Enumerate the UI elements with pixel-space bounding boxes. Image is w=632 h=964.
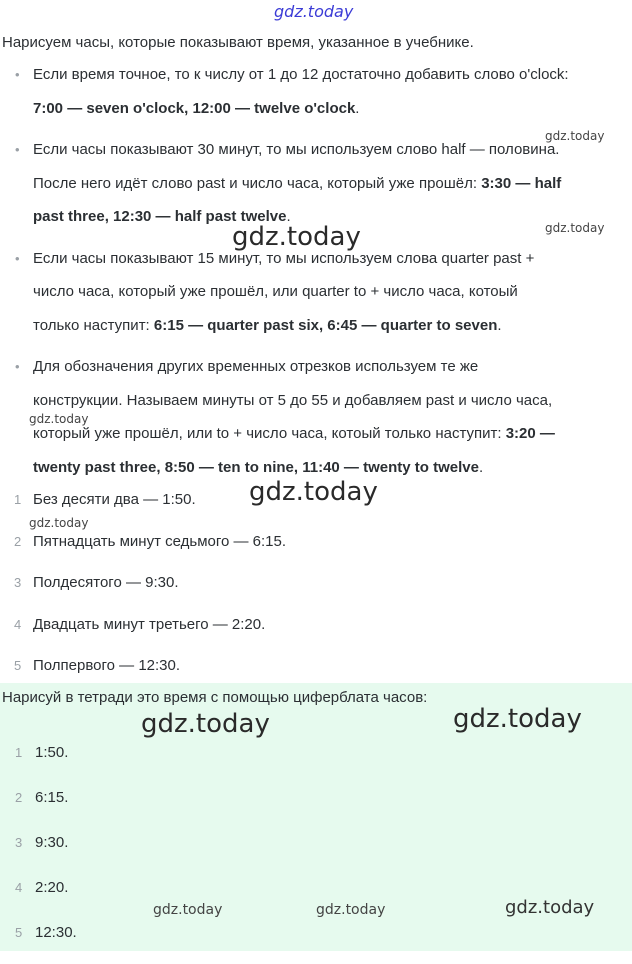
watermark: gdz.today <box>29 516 89 530</box>
answers-list <box>0 739 632 964</box>
rule-example: past three, 12:30 — half past twelve <box>33 208 287 225</box>
rule-example: 6:15 — quarter past six, 6:45 — quarter to seven <box>153 316 498 334</box>
watermark: gdz.today <box>545 129 605 143</box>
rule-text: конструкции. Называем минуты от 5 до 55 и добавляем past и число часа, <box>33 391 553 409</box>
watermark: gdz.today <box>141 709 270 739</box>
rule-item <box>0 133 632 234</box>
rule-line <box>33 384 632 418</box>
rule-text: . <box>286 208 291 225</box>
watermark: gdz.today <box>29 412 89 426</box>
rule-line <box>33 58 632 92</box>
answer-item <box>0 784 632 829</box>
item-number: 1 <box>15 745 23 760</box>
rule-line <box>33 350 632 384</box>
answer-text: 6:15. <box>35 789 69 806</box>
rule-example: 3:20 — <box>505 425 555 442</box>
rule-text: . <box>478 458 484 476</box>
answer-text: 1:50. <box>35 744 69 761</box>
bullet-icon: • <box>15 359 20 374</box>
rule-example: 7:00 — seven o'clock, 12:00 — twelve o'clock <box>33 99 356 117</box>
answer-item <box>0 739 632 784</box>
item-text: Без десяти два — 1:50. <box>33 491 196 508</box>
rule-line <box>33 309 632 343</box>
answer-item <box>0 829 632 874</box>
bullet-icon: • <box>15 67 20 82</box>
item-text: Полдесятого — 9:30. <box>33 574 179 591</box>
rule-line <box>33 167 632 201</box>
rule-text: . <box>497 316 502 334</box>
intro-text: Нарисуем часы, которые показывают время, указанное в учебнике. <box>2 34 474 51</box>
item-number: 5 <box>15 925 23 940</box>
answer-text: 9:30. <box>35 834 69 851</box>
rule-line <box>33 417 632 451</box>
watermark: gdz.today <box>232 222 361 252</box>
rule-line <box>33 275 632 309</box>
bullet-icon: • <box>15 250 20 266</box>
item-text: Пятнадцать минут седьмого — 6:15. <box>33 532 287 550</box>
answer-text: 12:30. <box>35 924 77 941</box>
watermark: gdz.today <box>545 221 605 235</box>
list-item <box>0 611 632 653</box>
item-number: 4 <box>15 880 23 895</box>
rule-line <box>33 133 632 167</box>
rule-example: 3:30 — half <box>481 174 562 192</box>
item-number: 1 <box>14 492 22 507</box>
watermark: gdz.today <box>249 477 378 507</box>
rule-example: twenty past three, 8:50 — ten to nine, 11:40 — twenty to twelve <box>33 458 479 476</box>
rules-list <box>0 58 632 492</box>
rule-text: Если время точное, то к числу от 1 до 12 достаточно добавить слово o'clock: <box>33 66 569 83</box>
list-item <box>0 569 632 611</box>
answer-item <box>0 919 632 964</box>
rule-item <box>0 242 632 343</box>
watermark-top: gdz.today <box>274 2 354 21</box>
rule-text: Если часы показывают 30 минут, то мы используем слово half — половина. <box>33 141 560 158</box>
item-text: Полпервого — 12:30. <box>33 657 181 674</box>
item-number: 4 <box>14 616 22 632</box>
item-number: 3 <box>14 575 22 590</box>
task-text: Нарисуй в тетради это время с помощью циферблата часов: <box>2 689 428 706</box>
item-number: 2 <box>15 790 23 805</box>
list-item <box>0 528 632 570</box>
rule-line <box>33 92 632 126</box>
rule-text: только наступит: <box>33 316 154 334</box>
rule-text: Для обозначения других временных отрезков используем те же <box>33 358 479 375</box>
item-text: Двадцать минут третьего — 2:20. <box>33 615 266 633</box>
examples-list <box>0 486 632 694</box>
rule-item <box>0 58 632 125</box>
item-number: 5 <box>14 658 22 673</box>
watermark: gdz.today <box>453 704 582 734</box>
item-number: 3 <box>15 835 23 850</box>
watermark: gdz.today <box>316 902 386 918</box>
rule-item <box>0 350 632 484</box>
item-number: 2 <box>14 533 22 549</box>
rule-text: который уже прошёл, или to + число часа, котоый только наступит: <box>33 425 506 442</box>
rule-text: . <box>355 99 360 117</box>
rule-text: число часа, который уже прошёл, или quarter to + число часа, котоый <box>33 283 518 300</box>
rule-text: Если часы показывают 15 минут, то мы используем слова quarter past + <box>33 249 535 267</box>
watermark: gdz.today <box>505 897 595 918</box>
bullet-icon: • <box>15 142 20 157</box>
watermark: gdz.today <box>153 902 223 918</box>
rule-text: После него идёт слово past и число часа, который уже прошёл: <box>33 174 482 192</box>
answer-text: 2:20. <box>35 879 69 896</box>
